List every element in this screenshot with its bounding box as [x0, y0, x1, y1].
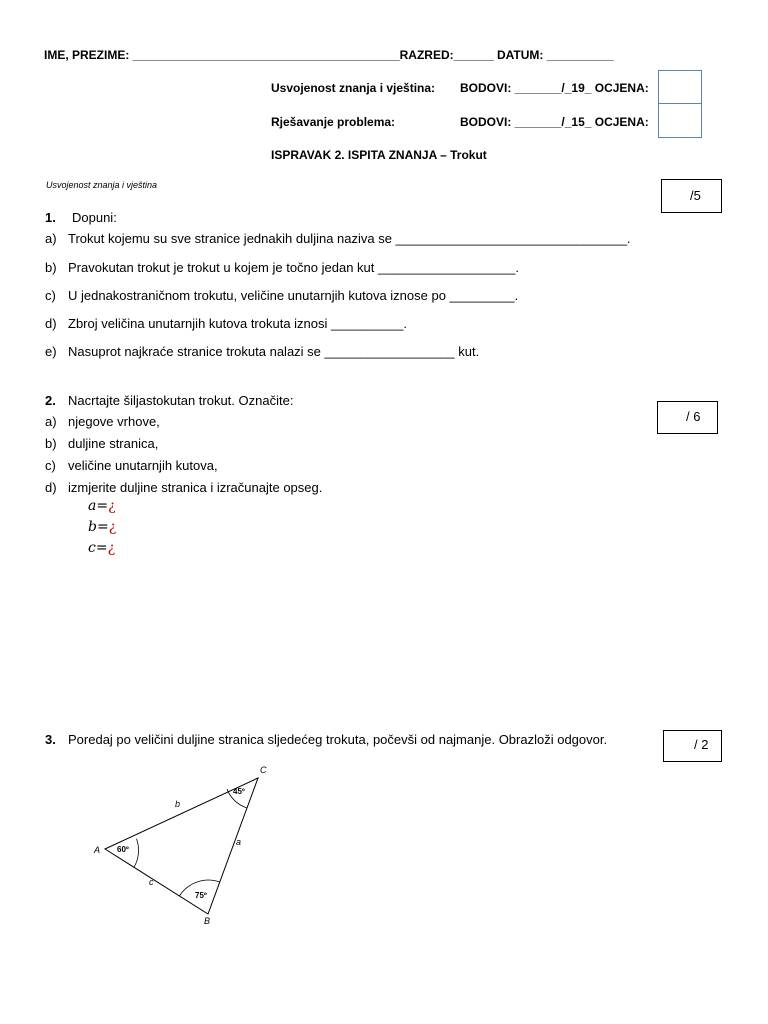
side-label-b: b — [175, 799, 181, 809]
q2-item-b: duljine stranica, — [68, 436, 159, 451]
q1-item-b: Pravokutan trokut je trokut u kojem je točno jedan kut ___________________. — [68, 260, 519, 275]
q1-item-a: Trokut kojemu su sve stranice jednakih duljina naziva se ________________________________. — [68, 231, 631, 246]
q3-score: / 2 — [694, 737, 709, 752]
formula-c — [88, 540, 115, 556]
q2-number: 2. — [45, 393, 56, 408]
knowledge-label: Usvojenost znanja i vještina: — [271, 81, 436, 95]
q1-score-box — [661, 179, 722, 213]
q2-item-d-letter: d) — [45, 480, 57, 495]
q1-score: /5 — [690, 188, 701, 203]
formula-c-var: c= — [88, 540, 108, 556]
q2-item-a-letter: a) — [45, 414, 57, 429]
side-label-a: a — [236, 837, 242, 847]
q1-heading: Dopuni: — [72, 210, 117, 225]
q1-item-c-letter: c) — [45, 288, 56, 303]
q3-score-box — [663, 730, 722, 762]
problem-solving-points: BODOVI: _______/_15_ OCJENA: — [460, 115, 649, 129]
grade-box-knowledge[interactable] — [658, 70, 702, 105]
q2-heading: Nacrtajte šiljastokutan trokut. Označite: — [68, 393, 294, 408]
problem-solving-label: Rješavanje problema: — [271, 115, 396, 129]
q2-item-d: izmjerite duljine stranica i izračunajte opseg. — [68, 480, 323, 495]
q2-item-c: veličine unutarnjih kutova, — [68, 458, 218, 473]
q3-text: Poredaj po veličini duljine stranica sljedećeg trokuta, počevši od najmanje. Obrazloži odgovor. — [68, 732, 608, 747]
q1-item-b-letter: b) — [45, 260, 57, 275]
knowledge-points: BODOVI: _______/_19_ OCJENA: — [460, 81, 649, 95]
formula-a-var: a= — [88, 498, 109, 514]
vertex-label-b: B — [204, 916, 211, 926]
angle-label-c: 45º — [233, 787, 245, 796]
q3-number: 3. — [45, 732, 56, 747]
grade-box-problem-solving[interactable] — [658, 103, 702, 138]
q2-score-box — [657, 401, 718, 434]
angle-label-b: 75º — [195, 891, 207, 900]
side-label-c: c — [149, 877, 154, 887]
q1-item-e-letter: e) — [45, 344, 57, 359]
vertex-label-c: C — [260, 765, 267, 775]
q2-item-a: njegove vrhove, — [68, 414, 160, 429]
formula-a-mark: ¿ — [108, 498, 116, 514]
q2-score: / 6 — [686, 409, 701, 424]
exam-title: ISPRAVAK 2. ISPITA ZNANJA – Trokut — [271, 148, 487, 162]
angle-arc-a — [134, 839, 139, 868]
q2-item-c-letter: c) — [45, 458, 56, 473]
triangle-svg — [90, 760, 290, 930]
triangle-figure — [90, 760, 290, 935]
section-label: Usvojenost znanja i vještina — [46, 180, 158, 190]
formula-b-var: b= — [88, 519, 109, 535]
q1-item-d: Zbroj veličina unutarnjih kutova trokuta iznosi __________. — [68, 316, 407, 331]
formula-b — [88, 519, 116, 535]
q1-item-c: U jednakostraničnom trokutu, veličine unutarnjih kutova iznose po _________. — [68, 288, 519, 303]
q1-item-d-letter: d) — [45, 316, 57, 331]
q2-item-b-letter: b) — [45, 436, 57, 451]
q1-number: 1. — [45, 210, 56, 225]
angle-label-a: 60º — [117, 845, 129, 854]
name-class-date-line: IME, PREZIME: ________________________________________RAZRED:______ DATUM: __________ — [44, 48, 614, 62]
formula-a — [88, 498, 116, 514]
formula-c-mark: ¿ — [107, 540, 116, 556]
formula-b-mark: ¿ — [108, 519, 117, 535]
q1-item-e: Nasuprot najkraće stranice trokuta nalazi se __________________ kut. — [68, 344, 480, 359]
vertex-label-a: A — [94, 845, 101, 855]
q1-item-a-letter: a) — [45, 231, 57, 246]
